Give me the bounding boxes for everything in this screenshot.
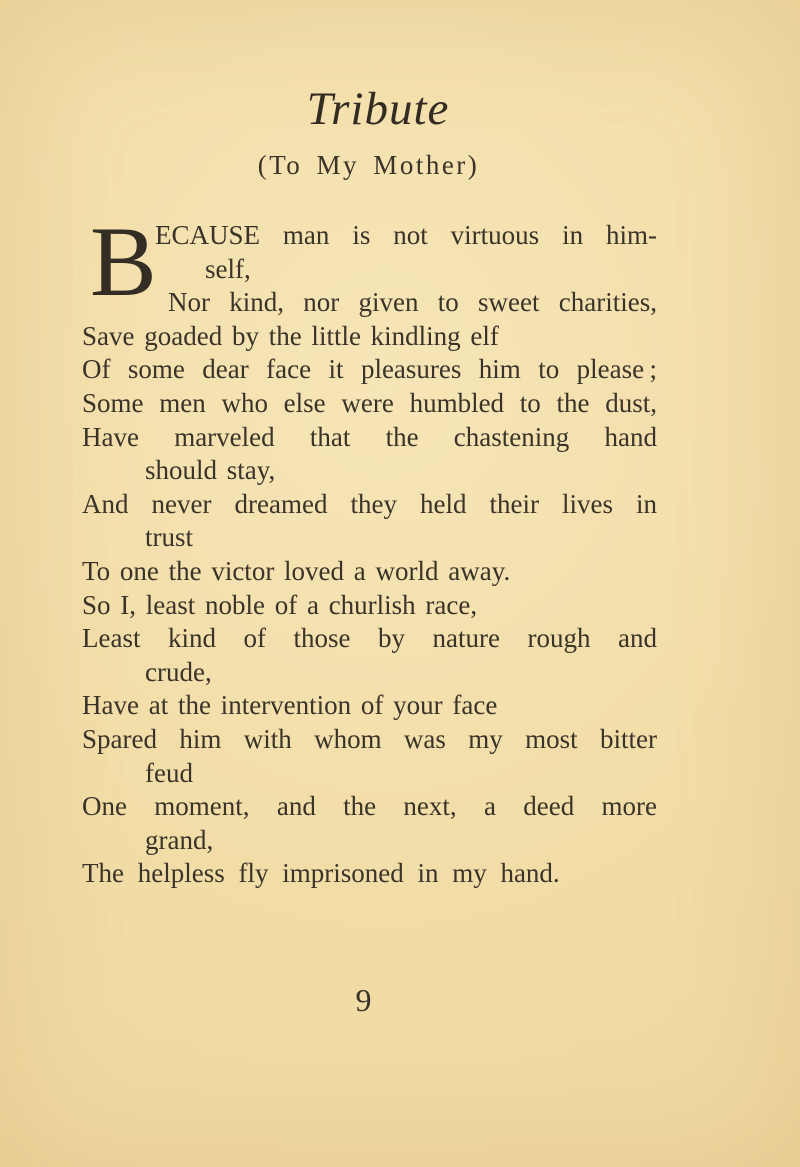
- poem-line: One moment, and the next, a deed more: [82, 791, 657, 822]
- poem-line: feud: [145, 757, 193, 788]
- poem-line: trust: [145, 522, 194, 553]
- poem-line: Least kind of those by nature rough and: [82, 623, 657, 654]
- poem-line: Have at the intervention of your face: [82, 690, 498, 721]
- poem-line: Spared him with whom was my most bitter: [82, 723, 657, 754]
- poem-line: Some men who else were humbled to the dust,: [82, 387, 657, 418]
- poem-line: crude,: [145, 656, 212, 687]
- poem-line: Nor kind, nor given to sweet charities,: [168, 287, 657, 318]
- poem-line: Save goaded by the little kindling elf: [82, 320, 499, 351]
- poem-line: should stay,: [145, 455, 276, 486]
- poem-line: So I, least noble of a churlish race,: [82, 589, 478, 620]
- poem-line: And never dreamed they held their lives in: [82, 488, 657, 519]
- poem-line: self,: [205, 253, 251, 284]
- drop-cap-letter: B: [90, 206, 157, 317]
- poem-lines: [82, 219, 657, 891]
- poem-line: Have marveled that the chastening hand: [82, 421, 657, 452]
- poem-line: Of some dear face it pleasures him to please ;: [82, 354, 657, 385]
- poem-line: To one the victor loved a world away.: [82, 555, 511, 586]
- poem-line: The helpless fly imprisoned in my hand.: [82, 858, 560, 889]
- poem-line: ECAUSE man is not virtuous in him-: [155, 220, 657, 250]
- poem-body: [82, 206, 657, 891]
- page-number: 9: [355, 982, 372, 1018]
- poem-line: grand,: [145, 824, 214, 855]
- poem-title: Tribute: [306, 83, 450, 135]
- poem-dedication: (To My Mother): [257, 150, 480, 180]
